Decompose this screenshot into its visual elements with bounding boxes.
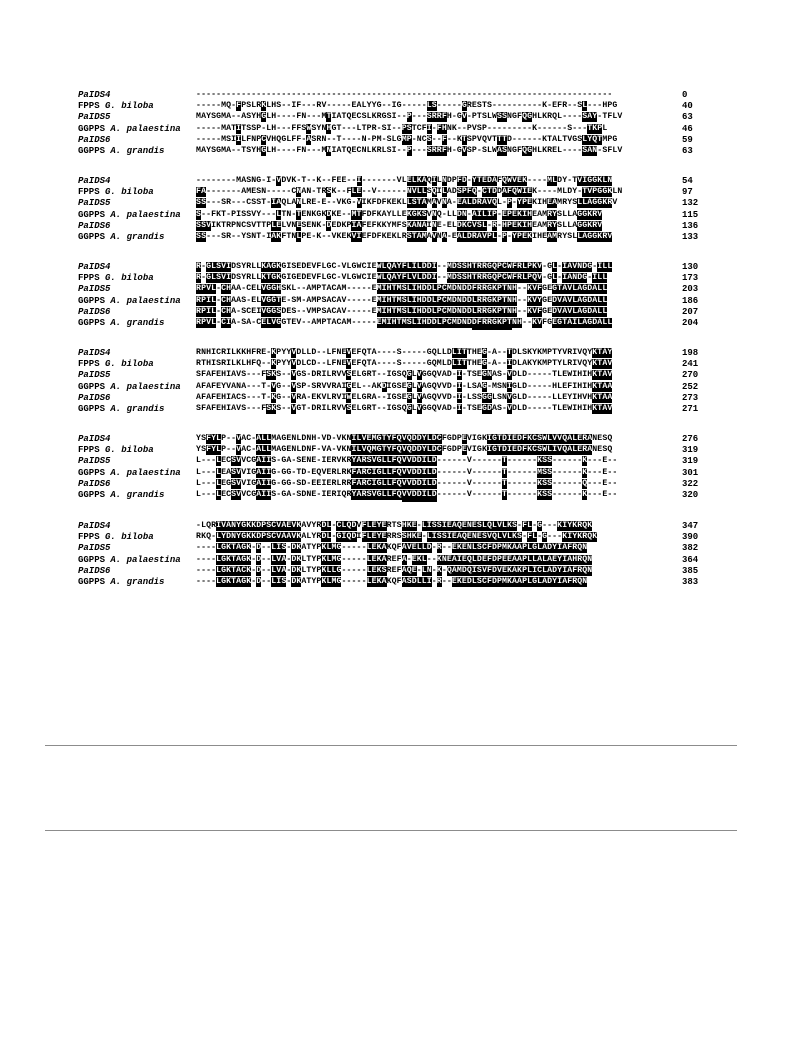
sequence-label-name: PaIDS5 bbox=[78, 198, 111, 209]
sequence-residues: AFAFEYVANA---T-VG--VSP-SRVVRAIGEL--AKDIGSEGLVAGQVVD-I-LSAG-MSNIGLD-----HLEFIHIHKTAA bbox=[196, 381, 613, 391]
sequence-label-name: A. palaestina bbox=[110, 381, 181, 392]
alignment-row bbox=[0, 273, 793, 283]
sequence-label bbox=[78, 456, 110, 466]
horizontal-rule-bottom bbox=[45, 830, 737, 831]
sequence-label bbox=[78, 307, 110, 317]
residue-count: 320 bbox=[682, 490, 699, 500]
sequence-residues: ----LGKTAGK-D--LVA-DKLTYPKLMG-----LEKAREFA-EKL--KNEAIEQLDEFDPEEAAPLLALAEYIAHRQN bbox=[196, 554, 593, 564]
sequence-label-name: PaIDS5 bbox=[78, 456, 111, 467]
alignment-row bbox=[0, 187, 793, 197]
sequence-residues: SSVIKTRPNCSVTTPLELVNESENK-DEDKPIAFEFKKYMFSKANAINE-ELDKCVSL-R-HPEKIHEAMRYSLLAGGKRV bbox=[196, 220, 603, 230]
sequence-label-name: PaIDS4 bbox=[78, 262, 111, 272]
sequence-label-prefix: GGPPS bbox=[78, 146, 111, 156]
sequence-label-name: PaIDS4 bbox=[78, 434, 111, 444]
sequence-label-name: PaIDS4 bbox=[78, 348, 111, 358]
residue-count: 276 bbox=[682, 434, 699, 444]
residue-count: 322 bbox=[682, 478, 699, 489]
horizontal-rule-top bbox=[45, 745, 737, 746]
sequence-label-name: PaIDS6 bbox=[78, 478, 111, 489]
sequence-label-name: PaIDS5 bbox=[78, 370, 111, 381]
sequence-label bbox=[78, 112, 110, 122]
sequence-label bbox=[78, 445, 154, 455]
sequence-label-name: PaIDS6 bbox=[78, 565, 111, 576]
sequence-label-name: G. biloba bbox=[105, 445, 154, 456]
sequence-residues: YSFYLP--VAC-ALLMAGENLDNH-VD-VKNILVEMGTYFQVQDDYLDCFGDPEVIGKIGTDIEDFKCSWLVVQALERANESQ bbox=[196, 434, 613, 443]
sequence-label bbox=[78, 187, 154, 197]
residue-count: 270 bbox=[682, 370, 699, 381]
alignment-row bbox=[0, 566, 793, 576]
sequence-label bbox=[78, 101, 154, 111]
sequence-residues: L---LEASVVIGAIIG-GG-TD-EQVERLRKFARCIGLLFQVVDDILD------V------T------MSS------K---E-- bbox=[196, 467, 618, 477]
residue-count: 173 bbox=[682, 273, 699, 284]
alignment-row bbox=[0, 90, 793, 100]
sequence-label bbox=[78, 135, 110, 145]
alignment-row bbox=[0, 210, 793, 220]
sequence-residues: ----LGKTAGK-D--LIS-DKATYPKLMG-----LEKAKQFASDLLI-R--EKEDLSCFDPMKAAPLGLADYIAFRQN bbox=[196, 577, 588, 586]
sequence-label bbox=[78, 566, 110, 576]
sequence-label bbox=[78, 393, 110, 403]
residue-count: 382 bbox=[682, 543, 699, 554]
sequence-label-name: A. grandis bbox=[110, 404, 165, 414]
residue-count: 136 bbox=[682, 220, 699, 231]
sequence-label-name: PaIDS4 bbox=[78, 90, 111, 100]
sequence-residues: RTHISRILKLHFQ--KPYYVDLCD--LFNEVEFQTA----S-----GQMLDLITTHEG-A--IDLAKYKMPTYLRIVQYKTAV bbox=[196, 359, 613, 369]
sequence-label bbox=[78, 176, 110, 186]
sequence-residues: ----LGKTACK-D--LVA-DKLTYPKLLG-----LEKSREFAQE-LN-K-QAMDQISVFDVEKAKPLICLADYIAFRQN bbox=[196, 565, 593, 575]
sequence-label bbox=[78, 273, 154, 283]
sequence-label bbox=[78, 221, 110, 231]
residue-count: 0 bbox=[682, 90, 688, 100]
alignment-row bbox=[0, 176, 793, 186]
sequence-label bbox=[78, 382, 181, 392]
sequence-label bbox=[78, 555, 181, 565]
alignment-row bbox=[0, 359, 793, 369]
sequence-label-prefix: GGPPS bbox=[78, 554, 111, 565]
sequence-label bbox=[78, 521, 110, 531]
sequence-label-name: PaIDS6 bbox=[78, 220, 111, 231]
sequence-label-name: A. grandis bbox=[110, 146, 165, 156]
sequence-label-name: G. biloba bbox=[105, 532, 154, 543]
sequence-label bbox=[78, 543, 110, 553]
alignment-row bbox=[0, 232, 793, 242]
sequence-label bbox=[78, 296, 181, 306]
alignment-row bbox=[0, 479, 793, 489]
alignment-row bbox=[0, 221, 793, 231]
sequence-label-prefix: FPPS bbox=[78, 273, 106, 284]
alignment-row bbox=[0, 555, 793, 565]
sequence-label bbox=[78, 404, 164, 414]
sequence-label-name: PaIDS6 bbox=[78, 392, 111, 403]
sequence-label bbox=[78, 577, 164, 587]
sequence-label bbox=[78, 210, 181, 220]
alignment-row bbox=[0, 393, 793, 403]
sequence-label bbox=[78, 232, 164, 242]
sequence-label bbox=[78, 370, 110, 380]
sequence-label-prefix: GGPPS bbox=[78, 232, 111, 242]
sequence-residues: RPVL-CHAA-CELVGGHSKL--AMPTACAM-----EMIHTMSLIHDDLPCMDNDDFRRGKPTNH--KVFGEGTAVLAGDALL bbox=[196, 284, 608, 294]
residue-count: 301 bbox=[682, 467, 699, 478]
sequence-residues: RPIL-CHAAS-ELVGGTE-SM-AMPSACAV-----EMIHTMSLIHDDLPCMDNDDLRRGKPTNH--KVYGEDVAVLAGDALL bbox=[196, 295, 608, 305]
sequence-residues: --------MASNG-I-VDVK-T--K--FEE--I-------VLELKAQILNDPFD-YTEDAFQWVEK----MLDY-TVIGGKLN bbox=[196, 176, 613, 185]
sequence-label bbox=[78, 90, 110, 100]
residue-count: 132 bbox=[682, 198, 699, 209]
sequence-label bbox=[78, 532, 154, 542]
sequence-label-name: G. biloba bbox=[105, 273, 154, 284]
sequence-label-prefix: GGPPS bbox=[78, 295, 111, 306]
residue-count: 40 bbox=[682, 101, 693, 112]
alignment-row bbox=[0, 307, 793, 317]
residue-count: 54 bbox=[682, 176, 693, 186]
residue-count: 204 bbox=[682, 318, 699, 328]
alignment-row bbox=[0, 262, 793, 272]
sequence-residues: L---LEGSVVIGAIIG-GG-SD-EEIERLRRFARCIGLLFQVVDDILD------V------T------KSS------Q---E-- bbox=[196, 478, 618, 488]
sequence-residues: R-GLSVIDSYRLLKTGKGIGEDEVFLGC-VLGWCIEWLQAYFLVLDDI--MDSSHTRRGQPCWFRLPQV-GL-IANDG-ILL bbox=[196, 273, 608, 283]
sequence-residues: -----MQ-FPSLRKLHS--IF---RV-----EALYYG--IG-----LS-----GRESTS----------K-EFR--SL---HPG bbox=[196, 101, 618, 111]
sequence-label-prefix: FPPS bbox=[78, 445, 106, 456]
alignment-row bbox=[0, 101, 793, 111]
sequence-label bbox=[78, 479, 110, 489]
sequence-label-name: PaIDS4 bbox=[78, 176, 111, 186]
sequence-residues: -----MSIILFNPCVHQGLFF-ASRN--T----N-PM-SLGMP-NCS--F--KTSPVQVTTTD------KTALTVGSLYQTMPG bbox=[196, 134, 618, 144]
sequence-label bbox=[78, 284, 110, 294]
residue-count: 203 bbox=[682, 284, 699, 295]
alignment-row bbox=[0, 348, 793, 358]
residue-count: 390 bbox=[682, 532, 699, 543]
sequence-label bbox=[78, 124, 181, 134]
sequence-label bbox=[78, 318, 164, 328]
sequence-residues: -----MATITSSP-LH---FFSWSYNHGT---LTPR-SI--PSTCFI-FHNK--PVSP---------K------S---TKPL bbox=[196, 123, 608, 133]
alignment-row bbox=[0, 577, 793, 587]
sequence-residues: RPVL-CIA-SA-CELVGGTEV--AMPTACAM-----EMIHTMSLIHDDLPCMDNDDFRRGKPTNH--KVFGEGTAILAGDALL bbox=[196, 318, 613, 327]
sequence-residues: AFAFEHIACS---T-KG--VRA-EKVLRVIWELGRA--IGSEGLVAGQVVD-I-LSSGGLSNVGLD-----LLEYIHVHKTAA bbox=[196, 392, 613, 402]
residue-count: 252 bbox=[682, 381, 699, 392]
sequence-label-name: A. grandis bbox=[110, 232, 165, 242]
residue-count: 133 bbox=[682, 232, 699, 242]
alignment-row bbox=[0, 135, 793, 145]
residue-count: 198 bbox=[682, 348, 699, 358]
sequence-label bbox=[78, 146, 164, 156]
sequence-residues: ----LGKTAGK-D--LIS-DKATYPKLMG-----LEKAKQFAVELLD-R--EKENLSCFDPMKAAPLGLADYIAFRQN bbox=[196, 543, 588, 553]
sequence-residues: FA-------AMESN-----CNAN-TRSK--FLE--V------NVLLSQILADSPFQ-CTDDAFQWIEK----MLDY-TVPGGKLN bbox=[196, 187, 623, 197]
sequence-residues: SS---SR---CSST-IAQLANLRE-E--VKG-VIKFDFKEKLLSTAMAVNA-EALDRAVQL-P-YPEKIHEAMRYSLLAGGKRV bbox=[196, 198, 618, 208]
alignment-row bbox=[0, 445, 793, 455]
sequence-label-name: PaIDS4 bbox=[78, 521, 111, 531]
sequence-label-name: PaIDS6 bbox=[78, 134, 111, 145]
motif-underline bbox=[402, 500, 437, 502]
alignment-row bbox=[0, 521, 793, 531]
alignment-row bbox=[0, 318, 793, 328]
sequence-residues: RKQ-LYDNYGKKDPSCVAAVKALYRDL-GIQDIFLEYERRSSHKE-LISSIEAQENESVQLVLKS-FL-G---KIYKRQK bbox=[196, 532, 598, 542]
alignment-row bbox=[0, 112, 793, 122]
sequence-residues: R-GLSVIDSYRLLKAGKGISEDEVFLGC-VLGWCIEWLQAYFLILDDI--MDSSHTRRGQPCWFRLPKV-GL-IAVNDG-ILL bbox=[196, 262, 613, 271]
sequence-label bbox=[78, 359, 154, 369]
residue-count: 385 bbox=[682, 565, 699, 576]
residue-count: 130 bbox=[682, 262, 699, 272]
sequence-label-name: G. biloba bbox=[105, 101, 154, 112]
alignment-row bbox=[0, 296, 793, 306]
sequence-label-name: A. palaestina bbox=[110, 123, 181, 134]
residue-count: 207 bbox=[682, 306, 699, 317]
sequence-residues: RPIL-CHA-SCEIVGGSDES--VMPSACAV-----EMIHTMSLIHDDLPCMDNDDLRRGKPTNH--KVFGEDVAVLAGDALL bbox=[196, 306, 608, 316]
sequence-residues: MAYSGMA--TSYHGLH----FN---MNIATQECNLKRLSI--P---SRRFH-GVSP-SLWASNGFQGHLKREL----SAN-SFLV bbox=[196, 146, 623, 155]
sequence-label-name: PaIDS5 bbox=[78, 543, 111, 554]
sequence-label-name: A. palaestina bbox=[110, 554, 181, 565]
sequence-label bbox=[78, 348, 110, 358]
sequence-residues: L---LECSVVCGAIIS-GA-SENE-IERVKRYARSVGLLFQVVDDILD------V------T------KSS------K---E-- bbox=[196, 456, 618, 466]
alignment-row bbox=[0, 404, 793, 414]
residue-count: 319 bbox=[682, 445, 699, 456]
residue-count: 63 bbox=[682, 112, 693, 123]
alignment-row bbox=[0, 198, 793, 208]
sequence-label bbox=[78, 262, 110, 272]
residue-count: 241 bbox=[682, 359, 699, 370]
sequence-label-prefix: GGPPS bbox=[78, 123, 111, 134]
sequence-label-prefix: FPPS bbox=[78, 532, 106, 543]
sequence-label-prefix: GGPPS bbox=[78, 467, 111, 478]
residue-count: 383 bbox=[682, 577, 699, 587]
residue-count: 115 bbox=[682, 209, 699, 220]
sequence-label-prefix: GGPPS bbox=[78, 381, 111, 392]
alignment-row bbox=[0, 370, 793, 380]
sequence-label-name: G. biloba bbox=[105, 187, 154, 198]
residue-count: 271 bbox=[682, 404, 699, 414]
sequence-residues: SFAFEHIAVS---FSKS--VGT-DRILRVVSELGRT--IGSQGLVGGQVAD-I-TSEGDAS-VDLD-----TLEWIHIHKTAV bbox=[196, 404, 613, 413]
sequence-label-name: G. biloba bbox=[105, 359, 154, 370]
sequence-label-name: A. grandis bbox=[110, 318, 165, 328]
sequence-label-name: A. palaestina bbox=[110, 295, 181, 306]
sequence-label-name: PaIDS5 bbox=[78, 284, 111, 295]
sequence-label-prefix: FPPS bbox=[78, 359, 106, 370]
sequence-label-prefix: FPPS bbox=[78, 187, 106, 198]
residue-count: 46 bbox=[682, 123, 693, 134]
sequence-label-name: A. grandis bbox=[110, 577, 165, 587]
sequence-label-prefix: GGPPS bbox=[78, 209, 111, 220]
sequence-residues: SFAFEHIAVS---FSKS--VGS-DRILRVVSELGRT--IGSQGLVGGQVAD-I-TSEGNAS-VDLD-----TLEWIHIHKTAV bbox=[196, 370, 613, 380]
residue-count: 347 bbox=[682, 521, 699, 531]
sequence-residues: MAYSGMA--ASYHGLH----FN---MTIATQECSLKRGSI--P---SRRFH-GV-PTSLWSSNGFQGHLKRQL----SAY-TFLV bbox=[196, 112, 623, 122]
alignment-row bbox=[0, 532, 793, 542]
alignment-row bbox=[0, 146, 793, 156]
sequence-label-name: A. grandis bbox=[110, 490, 165, 500]
sequence-label-prefix: GGPPS bbox=[78, 490, 111, 500]
sequence-residues: -LQRIVANYGKKDPSCVAEVKAVYRDL-CLQDVFLEYERTSHKE-LISSIEAQENESLQLVLKS-FL-G---KIYKRQK bbox=[196, 521, 593, 530]
sequence-residues: SS---SR--YSNT-IAKFTNLPE-K--VKEKVIEFDFKEKLRSTAMAVNA-EALDRAVPL-P-YPEKIHEAMRYSLLAGGKRV bbox=[196, 232, 613, 241]
alignment-row bbox=[0, 382, 793, 392]
residue-count: 186 bbox=[682, 295, 699, 306]
sequence-residues: L---LECSVVCGAIIS-GA-SDNE-IERIQRYARSVGLLFQVVDDILD------V------T------KSS------K---E-- bbox=[196, 490, 618, 499]
alignment-row bbox=[0, 124, 793, 134]
residue-count: 63 bbox=[682, 146, 693, 156]
sequence-label bbox=[78, 490, 164, 500]
residue-count: 97 bbox=[682, 187, 693, 198]
sequence-label-prefix: GGPPS bbox=[78, 577, 111, 587]
sequence-label-prefix: GGPPS bbox=[78, 404, 111, 414]
alignment-row bbox=[0, 468, 793, 478]
alignment-row bbox=[0, 434, 793, 444]
sequence-label-prefix: GGPPS bbox=[78, 318, 111, 328]
sequence-label-name: PaIDS5 bbox=[78, 112, 111, 123]
alignment-row bbox=[0, 284, 793, 294]
alignment-row bbox=[0, 456, 793, 466]
sequence-label-name: A. palaestina bbox=[110, 209, 181, 220]
sequence-residues: RNHICRILKKHFRE-KPYYVDLLD--LFNEVEFQTA----S-----GQLLDLITTHEG-A--TDLSKYKMPTYVRIVQYKTAY bbox=[196, 348, 613, 357]
sequence-label-prefix: FPPS bbox=[78, 101, 106, 112]
motif-underline bbox=[472, 328, 512, 330]
sequence-residues: YSFYLP--VAC-ALLMAGENLDNF-VA-VKNILVQMGTYFQVQDDYLDCFGDPEVIGKIGTDIEDFKCSWLIVQALERANESQ bbox=[196, 445, 613, 455]
sequence-label bbox=[78, 434, 110, 444]
alignment-row bbox=[0, 490, 793, 500]
residue-count: 364 bbox=[682, 554, 699, 565]
sequence-label-name: A. palaestina bbox=[110, 467, 181, 478]
residue-count: 319 bbox=[682, 456, 699, 467]
sequence-residues: ----------------------------------------------------------------------------------- bbox=[196, 90, 613, 99]
sequence-label-name: PaIDS6 bbox=[78, 306, 111, 317]
residue-count: 59 bbox=[682, 134, 693, 145]
sequence-label bbox=[78, 198, 110, 208]
alignment-row bbox=[0, 543, 793, 553]
residue-count: 273 bbox=[682, 392, 699, 403]
sequence-label bbox=[78, 468, 181, 478]
sequence-residues: S--FKT-PISSVY---LTN-TENKGKDKE--MTFDFKAYLLEKGKSVNQ-LLDN-AILIP-EPEKIHEAMRYSLLAGGKRV bbox=[196, 209, 603, 219]
